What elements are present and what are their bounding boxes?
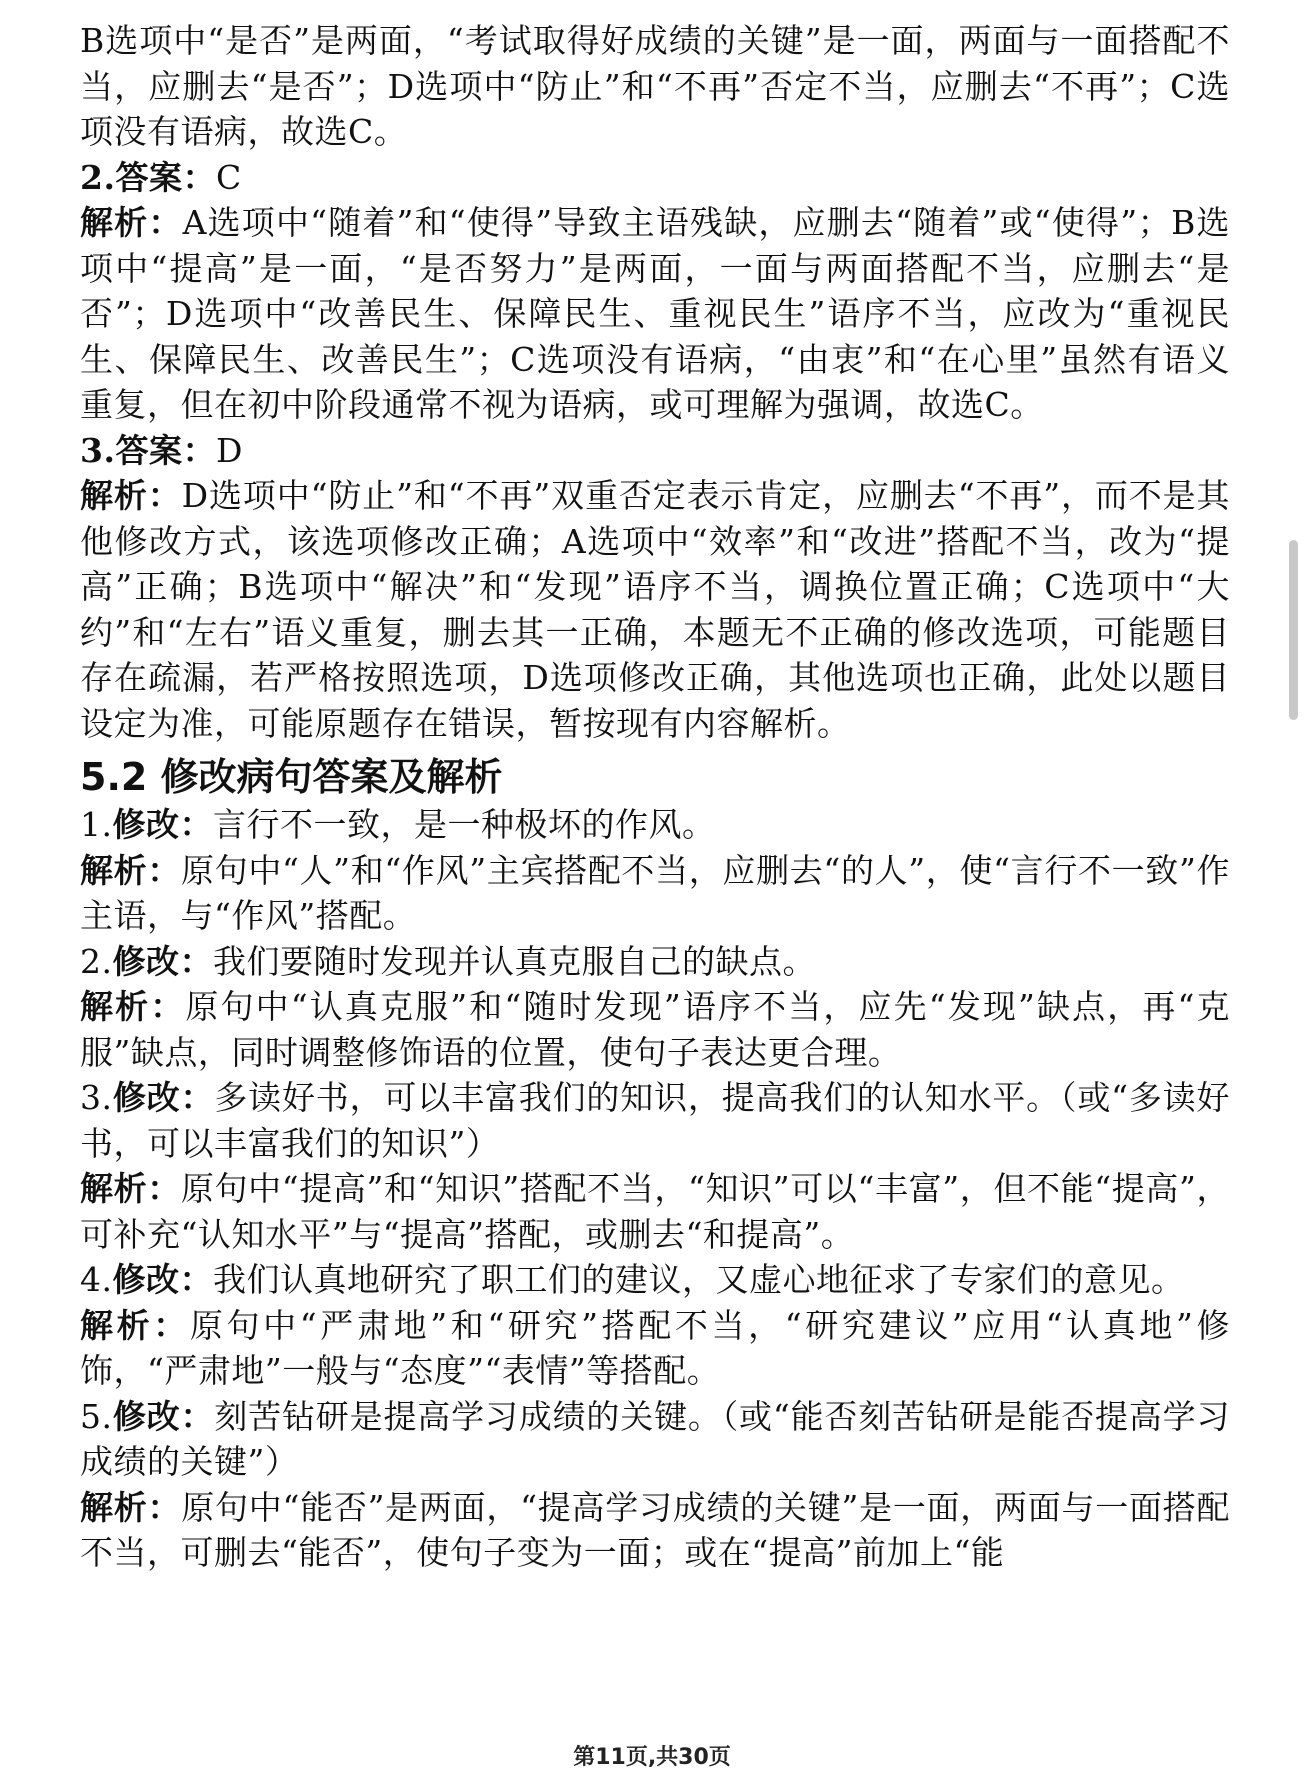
fix-line-4 bbox=[80, 1257, 1230, 1303]
fix-line-5 bbox=[80, 1394, 1230, 1485]
analysis-text: 原句中“认真克服”和“随时发现”语序不当，应先“发现”缺点，再“克服”缺点，同时调整修饰语的位置，使句子表达更合理。 bbox=[80, 987, 1230, 1072]
answer-line-2 bbox=[80, 155, 1230, 201]
fix-text: 我们认真地研究了职工们的建议，又虚心地征求了专家们的意见。 bbox=[213, 1260, 1185, 1299]
fix-number: 1. bbox=[80, 805, 113, 844]
fix-line-1 bbox=[80, 802, 1230, 848]
fix-number: 4. bbox=[80, 1260, 113, 1299]
fix-analysis-3 bbox=[80, 1166, 1230, 1257]
intro-paragraph bbox=[80, 18, 1230, 155]
scrollbar-thumb[interactable] bbox=[1289, 540, 1298, 720]
analysis-text: A选项中“随着”和“使得”导致主语残缺，应删去“随着”或“使得”；B选项中“提高”是一面，“是否努力”是两面，一面与两面搭配不当，应删去“是否”；D选项中“改善民生、保障民生、重视民生”语序不当，应改为“重视民生、保障民生、改善民生”；C选项没有语病，“由衷”和“在心里”虽然有语义重复，但在初中阶段通常不视为语病，或可理解为强调，故选C。 bbox=[80, 203, 1231, 424]
fix-line-2 bbox=[80, 939, 1230, 985]
fix-label: 修改： bbox=[112, 1396, 215, 1436]
fix-label: 修改： bbox=[112, 941, 213, 981]
analysis-label: 解析： bbox=[80, 1305, 190, 1345]
fix-number: 5. bbox=[80, 1396, 113, 1436]
fix-number: 3. bbox=[80, 1078, 113, 1117]
analysis-text: 原句中“提高”和“知识”搭配不当，“知识”可以“丰富”，但不能“提高”，可补充“认知水平”与“提高”搭配，或删去“和提高”。 bbox=[80, 1169, 1231, 1254]
fix-text: 言行不一致，是一种极坏的作风。 bbox=[213, 805, 716, 844]
fix-number: 2. bbox=[80, 941, 113, 981]
analysis-paragraph-3 bbox=[80, 473, 1230, 746]
fix-analysis-4 bbox=[80, 1303, 1230, 1394]
fix-analysis-1 bbox=[80, 848, 1230, 939]
analysis-label: 解析： bbox=[80, 1487, 182, 1527]
fix-label: 修改： bbox=[112, 1078, 215, 1117]
intro-text: B选项中“是否”是两面，“考试取得好成绩的关键”是一面，两面与一面搭配不当，应删去“是否”；D选项中“防止”和“不再”否定不当，应删去“不再”；C选项没有语病，故选C。 bbox=[80, 21, 1230, 151]
analysis-text: 原句中“人”和“作风”主宾搭配不当，应删去“的人”，使“言行不一致”作主语，与“作风”搭配。 bbox=[80, 850, 1231, 935]
analysis-label: 解析： bbox=[80, 476, 182, 515]
document-body bbox=[80, 18, 1230, 1576]
analysis-text: D选项中“防止”和“不再”双重否定表示肯定，应删去“不再”，而不是其他修改方式，该选项修改正确；A选项中“效率”和“改进”搭配不当，改为“提高”正确；B选项中“解决”和“发现”语序不当，调换位置正确；C选项中“大约”和“左右”语义重复，删去其一正确，本题无不正确的修改选项，可能题目存在疏漏，若严格按照选项，D选项修改正确，其他选项也正确，此处以题目设定为准，可能原题存在错误，暂按现有内容解析。 bbox=[80, 476, 1230, 743]
answer-label: 3.答案： bbox=[80, 430, 216, 470]
analysis-paragraph-2 bbox=[80, 200, 1230, 428]
analysis-text: 原句中“能否”是两面，“提高学习成绩的关键”是一面，两面与一面搭配不当，可删去“能否”，使句子变为一面；或在“提高”前加上“能 bbox=[80, 1487, 1231, 1572]
answer-value: C bbox=[215, 157, 242, 197]
fix-analysis-5 bbox=[80, 1485, 1230, 1576]
analysis-text: 原句中“严肃地”和“研究”搭配不当，“研究建议”应用“认真地”修饰，“严肃地”一般与“态度”“表情”等搭配。 bbox=[80, 1305, 1231, 1390]
section-title: 5.2 修改病句答案及解析 bbox=[80, 755, 503, 799]
analysis-label: 解析： bbox=[80, 850, 181, 890]
fix-text: 我们要随时发现并认真克服自己的缺点。 bbox=[213, 941, 816, 981]
answer-label: 2.答案： bbox=[80, 157, 216, 197]
analysis-label: 解析： bbox=[80, 1169, 181, 1208]
analysis-label: 解析： bbox=[80, 987, 186, 1026]
analysis-label: 解析： bbox=[80, 203, 183, 242]
fix-label: 修改： bbox=[112, 1260, 213, 1299]
answer-value: D bbox=[215, 430, 243, 470]
page-number: 第11页,共30页 bbox=[573, 1745, 731, 1770]
fix-text: 刻苦钻研是提高学习成绩的关键。（或“能否刻苦钻研是能否提高学习成绩的关键”） bbox=[80, 1396, 1230, 1481]
answer-line-3 bbox=[80, 428, 1230, 474]
fix-text: 多读好书，可以丰富我们的知识，提高我们的认知水平。（或“多读好书，可以丰富我们的知识”） bbox=[80, 1078, 1230, 1163]
fix-label: 修改： bbox=[112, 805, 213, 844]
fix-line-3 bbox=[80, 1075, 1230, 1166]
fix-analysis-2 bbox=[80, 984, 1230, 1075]
